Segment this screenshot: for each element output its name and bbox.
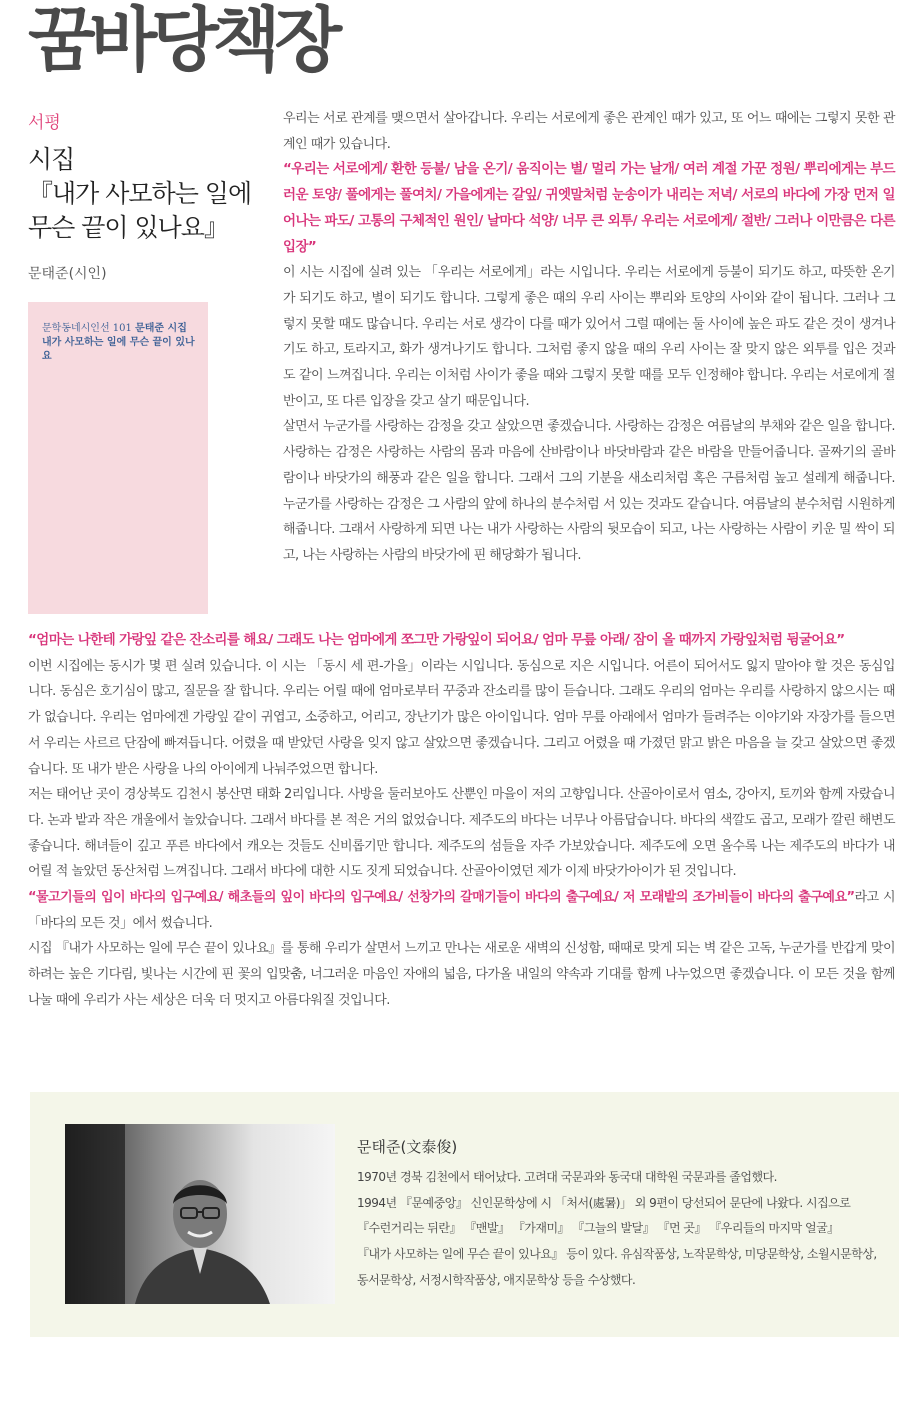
cover-author: 문태준 시집 [135,323,187,334]
quote-3-caption: 라고 시 「바다의 모든 것」에서 썼습니다. [28,890,895,931]
paragraph-2: 살면서 누군가를 사랑하는 감정을 갖고 살았으면 좋겠습니다. 사랑하는 감정은 여름날의 부채와 같은 일을 합니다. 사랑하는 감정은 사랑하는 사람의 몸과 마음에 산바람이나 바닷바람과 같은 바람을 만들어줍니다. 골짜기의 골바람이나 바닷가의 해풍과 같은 일을 합니다. 그래서 그의 기분을 새소리처럼 혹은 구름처럼 높고 설레게 해줍니다. 누군가를 사랑하는 감정은 그 사람의 앞에 하나의 분수처럼 서 있는 것과도 같습니다. 여름날의 분수처럼 시원하게 해줍니다. 그래서 사랑하게 되면 나는 내가 사랑하는 사람의 뒷모습이 되고, 나는 사랑하는 사람이 키운 밀 싹이 되고, 나는 사랑하는 사람의 바닷가에 핀 해당화가 됩니다. [283,419,895,563]
paragraph-quote-3 [28,885,895,936]
book-title-line3: 무슨 끝이 있나요』 [28,213,228,242]
article-top [283,106,895,569]
profile-bio-line: 1994년 『문예중앙』 신인문학상에 시 「처서(處暑)」 외 9편이 당선되어 문단에 나왔다. 시집으로 [357,1195,851,1210]
paragraph-1: 이 시는 시집에 실려 있는 「우리는 서로에게」라는 시입니다. 우리는 서로에게 등불이 되기도 하고, 따뜻한 온기가 되기도 하고, 별이 되기도 합니다. 그렇게 좋은 때의 우리 사이는 뿌리와 토양의 사이와 같이 됩니다. 그러나 그렇지 못할 때도 많습니다. 우리는 서로 생각이 다를 때가 있어서 그럴 때에는 둘 사이에 높은 파도 같은 것이 생겨나기도 하고, 토라지고, 화가 생겨나기도 합니다. 그처럼 좋지 않을 때의 우리 사이는 잘 맞지 않은 외투를 입은 것과도 같이 느껴집니다. 우리는 이처럼 사이가 좋을 때와 그렇지 못할 때를 모두 인정해야 합니다. 우리는 서로에게 절반이고, 또 다른 입장을 갖고 살기 때문입니다. [283,265,895,409]
cover-series: 문학동네시인선 101 [42,323,132,334]
profile-name: 문태준(文泰俊) [357,1138,458,1156]
poem-quote-2: “엄마는 나한테 가랑잎 같은 잔소리를 해요/ 그래도 나는 엄마에게 쪼그만 가랑잎이 되어요/ 엄마 무릎 아래/ 잠이 올 때까지 가랑잎처럼 뒹굴어요” [28,632,845,648]
author-profile [30,1092,899,1337]
intro-paragraph: 우리는 서로 관계를 맺으면서 살아갑니다. 우리는 서로에게 좋은 관계인 때가 있고, 또 어느 때에는 그렇지 못한 관계인 때가 있습니다. [283,111,895,152]
paragraph-5: 시집 『내가 사모하는 일에 무슨 끝이 있나요』를 통해 우리가 살면서 느끼고 만나는 새로운 새벽의 신성함, 때때로 맞게 되는 벽 같은 고독, 누군가를 반갑게 맞이하려는 높은 기다림, 빛나는 시간에 핀 꽃의 입맞춤, 너그러운 마음인 자애의 넓음, 다가올 내일의 약속과 기대를 함께 나누었으면 좋겠습니다. 이 모든 것을 함께 나눌 때에 우리가 사는 세상은 더욱 더 멋지고 아름다워질 것입니다. [28,941,895,1008]
profile-bio-line: 『내가 사모하는 일에 무슨 끝이 있나요』 등이 있다. 유심작품상, 노작문학상, 미당문학상, 소월시문학상, [357,1247,877,1262]
book-cover [28,302,208,614]
review-author: 문태준(시인) [28,266,107,282]
category-label: 서평 [28,113,61,133]
book-title-line1: 시집 [28,145,75,174]
cover-text [42,322,196,364]
article-bottom [28,628,895,1014]
profile-text [357,1136,887,1294]
author-photo [65,1124,335,1304]
review-info [28,108,260,283]
profile-bio-line: 동서문학상, 서정시학작품상, 애지문학상 등을 수상했다. [357,1272,636,1287]
cover-title: 내가 사모하는 일에 무슨 끝이 있나요 [42,337,195,362]
page-title: 꿈바당책장 [28,0,337,81]
poem-quote-1: “우리는 서로에게/ 환한 등불/ 남을 온기/ 움직이는 별/ 멀리 가는 날개/ 여러 계절 가꾼 정원/ 뿌리에게는 부드러운 토양/ 풀에게는 풀여치/ 가을에게는 갈잎/ 귀엣말처럼 눈송이가 내리는 저녁/ 서로의 바다에 가장 먼저 일어나는 파도/ 고통의 구체적인 원인/ 날마다 석양/ 너무 큰 외투/ 우리는 서로에게/ 절반/ 그러나 이만큼은 다른 입장” [283,161,895,255]
paragraph-3: 이번 시집에는 동시가 몇 편 실려 있습니다. 이 시는 「동시 세 편-가을」이라는 시입니다. 동심으로 지은 시입니다. 어른이 되어서도 잃지 말아야 할 것은 동심입니다. 동심은 호기심이 많고, 질문을 잘 합니다. 우리는 어릴 때에 엄마로부터 꾸중과 잔소리를 많이 듣습니다. 그래도 우리의 엄마는 우리를 사랑하지 않으시는 때가 없습니다. 우리는 엄마에겐 가랑잎 같이 귀엽고, 소중하고, 어리고, 장난기가 많은 아이입니다. 엄마 무릎 아래에서 엄마가 들려주는 이야기와 자장가를 들으면서 우리는 사르르 단잠에 빠져듭니다. 어렸을 때 받았던 사랑을 잊지 않고 살았으면 좋겠습니다. 그리고 어렸을 때 가졌던 맑고 밝은 마음을 늘 갖고 살았으면 좋겠습니다. 또 내가 받은 사랑을 나의 아이에게 나눠주었으면 합니다. [28,658,895,777]
book-title [28,143,260,245]
profile-bio-line: 『수런거리는 뒤란』 『맨발』 『가재미』 『그늘의 발달』 『먼 곳』 『우리들의 마지막 얼굴』 [357,1221,839,1236]
profile-bio [357,1165,887,1294]
profile-bio-line: 1970년 경북 김천에서 태어났다. 고려대 국문과와 동국대 대학원 국문과를 졸업했다. [357,1170,777,1184]
book-title-line2: 『내가 사모하는 일에 [28,179,252,208]
poem-quote-3: “물고기들의 입이 바다의 입구예요/ 해초들의 잎이 바다의 입구예요/ 선창가의 갈매기들이 바다의 출구예요/ 저 모래밭의 조가비들이 바다의 출구예요” [28,890,855,906]
paragraph-4: 저는 태어난 곳이 경상북도 김천시 봉산면 태화 2리입니다. 사방을 둘러보아도 산뿐인 마을이 저의 고향입니다. 산골아이로서 염소, 강아지, 토끼와 함께 자랐습니다. 논과 밭과 작은 개울에서 놀았습니다. 그래서 바다를 본 적은 거의 없었습니다. 제주도의 바다는 너무나 아름답습니다. 바다의 색깔도 곱고, 모래가 깔린 해변도 좋습니다. 해녀들이 깊고 푸른 바다에서 캐오는 것들도 신비롭기만 합니다. 제주도의 섬들을 자주 가보았습니다. 제주도에 오면 올수록 나는 제주도의 바다가 내 어릴 적 놀았던 동산처럼 느껴집니다. 그래서 바다에 대한 시도 짓게 되었습니다. 산골아이였던 제가 이제 바닷가아이가 된 것입니다. [28,787,895,880]
